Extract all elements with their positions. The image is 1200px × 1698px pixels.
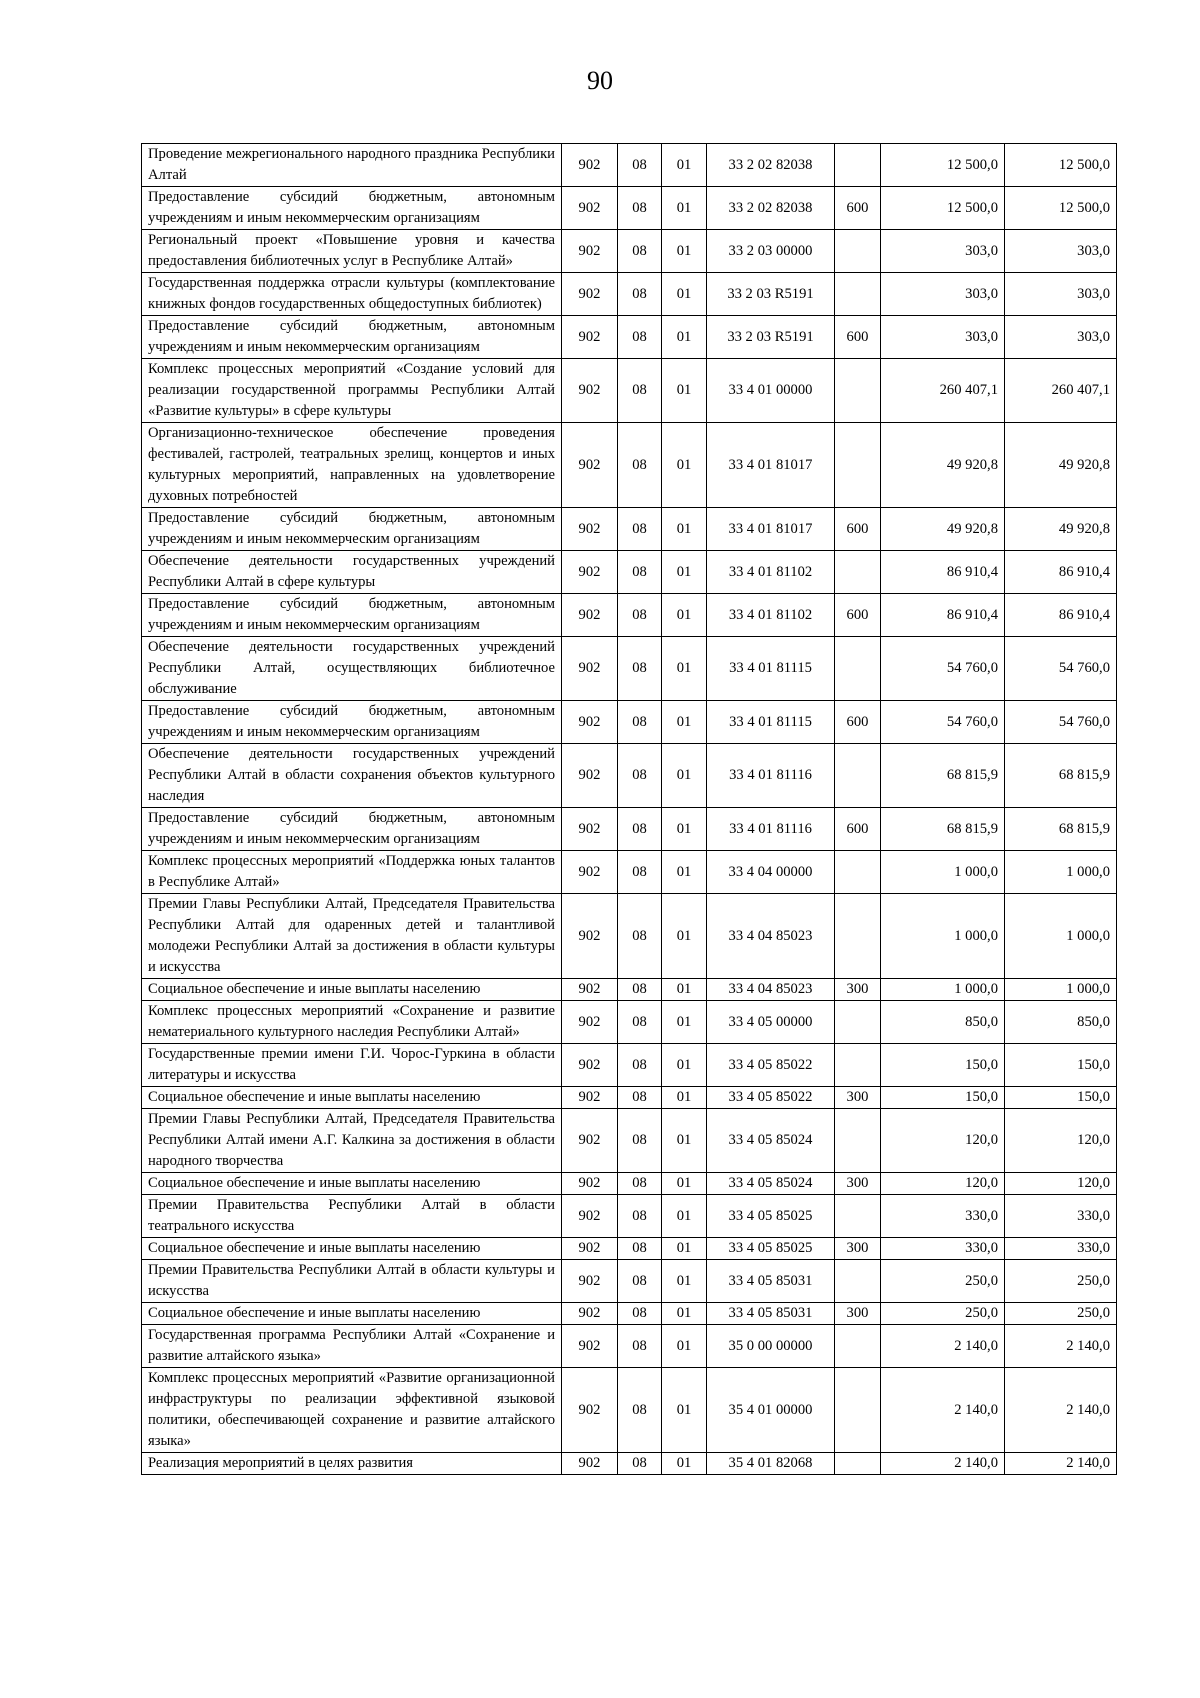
row-ministry-cell: 902 <box>562 423 618 508</box>
row-subsection-cell: 01 <box>662 144 707 187</box>
row-ministry-cell: 902 <box>562 1303 618 1325</box>
row-subsection-cell: 01 <box>662 1368 707 1453</box>
row-subsection-cell: 01 <box>662 701 707 744</box>
row-sum-first-cell: 1 000,0 <box>881 851 1005 894</box>
row-sum-second-cell: 250,0 <box>1005 1260 1117 1303</box>
row-section-cell: 08 <box>618 851 662 894</box>
row-subsection-cell: 01 <box>662 1303 707 1325</box>
row-section-cell: 08 <box>618 551 662 594</box>
table-row <box>142 423 1117 508</box>
row-sum-second-cell: 260 407,1 <box>1005 359 1117 423</box>
table-row <box>142 1001 1117 1044</box>
table-row <box>142 1325 1117 1368</box>
row-subsection-cell: 01 <box>662 273 707 316</box>
row-sum-first-cell: 150,0 <box>881 1044 1005 1087</box>
row-sum-first-cell: 850,0 <box>881 1001 1005 1044</box>
row-expense-type-cell: 600 <box>835 808 881 851</box>
row-sum-second-cell: 303,0 <box>1005 316 1117 359</box>
row-subsection-cell: 01 <box>662 894 707 979</box>
row-ministry-cell: 902 <box>562 1087 618 1109</box>
row-sum-first-cell: 2 140,0 <box>881 1325 1005 1368</box>
table-row <box>142 1173 1117 1195</box>
table-row <box>142 637 1117 701</box>
row-subsection-cell: 01 <box>662 1260 707 1303</box>
row-sum-second-cell: 1 000,0 <box>1005 894 1117 979</box>
row-section-cell: 08 <box>618 273 662 316</box>
table-body <box>142 144 1117 1475</box>
row-ministry-cell: 902 <box>562 851 618 894</box>
row-section-cell: 08 <box>618 1368 662 1453</box>
row-name-cell: Комплекс процессных мероприятий «Развитие организационной инфраструктуры по реализации эффективной языковой политики, обеспечивающей сохранение и развитие алтайского языка» <box>142 1368 562 1453</box>
row-ministry-cell: 902 <box>562 273 618 316</box>
row-ministry-cell: 902 <box>562 1368 618 1453</box>
row-section-cell: 08 <box>618 423 662 508</box>
row-target-code-cell: 33 4 01 81017 <box>707 423 835 508</box>
row-ministry-cell: 902 <box>562 894 618 979</box>
row-sum-first-cell: 49 920,8 <box>881 508 1005 551</box>
table-row <box>142 1368 1117 1453</box>
row-sum-first-cell: 250,0 <box>881 1303 1005 1325</box>
row-subsection-cell: 01 <box>662 594 707 637</box>
table-row <box>142 851 1117 894</box>
row-ministry-cell: 902 <box>562 744 618 808</box>
row-sum-second-cell: 54 760,0 <box>1005 637 1117 701</box>
row-target-code-cell: 33 4 01 81116 <box>707 744 835 808</box>
row-sum-first-cell: 68 815,9 <box>881 808 1005 851</box>
row-expense-type-cell: 300 <box>835 1087 881 1109</box>
row-sum-second-cell: 1 000,0 <box>1005 979 1117 1001</box>
budget-table <box>141 143 1117 1475</box>
row-ministry-cell: 902 <box>562 808 618 851</box>
row-name-cell: Государственная поддержка отрасли культуры (комплектование книжных фондов государственных общедоступных библиотек) <box>142 273 562 316</box>
row-name-cell: Предоставление субсидий бюджетным, автономным учреждениям и иным некоммерческим организациям <box>142 808 562 851</box>
table-row <box>142 230 1117 273</box>
row-subsection-cell: 01 <box>662 1087 707 1109</box>
row-target-code-cell: 33 4 05 85024 <box>707 1109 835 1173</box>
row-sum-second-cell: 1 000,0 <box>1005 851 1117 894</box>
row-section-cell: 08 <box>618 1173 662 1195</box>
row-name-cell: Региональный проект «Повышение уровня и качества предоставления библиотечных услуг в Республике Алтай» <box>142 230 562 273</box>
row-expense-type-cell <box>835 273 881 316</box>
row-target-code-cell: 33 4 01 00000 <box>707 359 835 423</box>
row-target-code-cell: 33 2 02 82038 <box>707 187 835 230</box>
row-ministry-cell: 902 <box>562 187 618 230</box>
row-target-code-cell: 33 4 04 85023 <box>707 894 835 979</box>
table-row <box>142 594 1117 637</box>
row-sum-second-cell: 49 920,8 <box>1005 508 1117 551</box>
row-name-cell: Социальное обеспечение и иные выплаты населению <box>142 1173 562 1195</box>
row-sum-first-cell: 260 407,1 <box>881 359 1005 423</box>
row-name-cell: Комплекс процессных мероприятий «Создание условий для реализации государственной программы Республики Алтай «Развитие культуры» в сфере культуры <box>142 359 562 423</box>
row-ministry-cell: 902 <box>562 1453 618 1475</box>
row-subsection-cell: 01 <box>662 316 707 359</box>
table-row <box>142 701 1117 744</box>
row-subsection-cell: 01 <box>662 551 707 594</box>
row-section-cell: 08 <box>618 1195 662 1238</box>
row-target-code-cell: 33 4 05 85025 <box>707 1195 835 1238</box>
row-section-cell: 08 <box>618 1453 662 1475</box>
row-target-code-cell: 33 4 04 00000 <box>707 851 835 894</box>
row-sum-second-cell: 330,0 <box>1005 1238 1117 1260</box>
row-ministry-cell: 902 <box>562 359 618 423</box>
row-target-code-cell: 33 4 05 85025 <box>707 1238 835 1260</box>
row-section-cell: 08 <box>618 1001 662 1044</box>
row-expense-type-cell <box>835 359 881 423</box>
row-subsection-cell: 01 <box>662 230 707 273</box>
row-expense-type-cell <box>835 851 881 894</box>
row-expense-type-cell <box>835 423 881 508</box>
row-target-code-cell: 33 4 05 85022 <box>707 1087 835 1109</box>
row-target-code-cell: 33 4 01 81115 <box>707 637 835 701</box>
row-target-code-cell: 35 4 01 82068 <box>707 1453 835 1475</box>
row-section-cell: 08 <box>618 1325 662 1368</box>
table-row <box>142 1087 1117 1109</box>
row-name-cell: Премии Правительства Республики Алтай в области театрального искусства <box>142 1195 562 1238</box>
row-section-cell: 08 <box>618 1087 662 1109</box>
row-sum-second-cell: 303,0 <box>1005 273 1117 316</box>
row-name-cell: Организационно-техническое обеспечение проведения фестивалей, гастролей, театральных зрелищ, концертов и иных культурных мероприятий, направленных на удовлетворение духовных потребностей <box>142 423 562 508</box>
row-target-code-cell: 33 2 03 00000 <box>707 230 835 273</box>
row-ministry-cell: 902 <box>562 1325 618 1368</box>
row-sum-first-cell: 120,0 <box>881 1173 1005 1195</box>
row-expense-type-cell <box>835 637 881 701</box>
row-sum-first-cell: 12 500,0 <box>881 187 1005 230</box>
row-sum-second-cell: 86 910,4 <box>1005 594 1117 637</box>
row-target-code-cell: 33 4 01 81102 <box>707 551 835 594</box>
row-name-cell: Предоставление субсидий бюджетным, автономным учреждениям и иным некоммерческим организациям <box>142 187 562 230</box>
row-subsection-cell: 01 <box>662 1195 707 1238</box>
row-section-cell: 08 <box>618 144 662 187</box>
row-target-code-cell: 33 2 03 R5191 <box>707 273 835 316</box>
row-expense-type-cell <box>835 744 881 808</box>
row-name-cell: Предоставление субсидий бюджетным, автономным учреждениям и иным некоммерческим организациям <box>142 508 562 551</box>
row-sum-first-cell: 2 140,0 <box>881 1453 1005 1475</box>
row-section-cell: 08 <box>618 894 662 979</box>
row-name-cell: Комплекс процессных мероприятий «Поддержка юных талантов в Республике Алтай» <box>142 851 562 894</box>
row-ministry-cell: 902 <box>562 594 618 637</box>
row-target-code-cell: 33 4 05 00000 <box>707 1001 835 1044</box>
row-expense-type-cell <box>835 1260 881 1303</box>
row-sum-first-cell: 12 500,0 <box>881 144 1005 187</box>
row-expense-type-cell <box>835 230 881 273</box>
row-subsection-cell: 01 <box>662 851 707 894</box>
row-subsection-cell: 01 <box>662 1109 707 1173</box>
row-subsection-cell: 01 <box>662 508 707 551</box>
row-sum-first-cell: 303,0 <box>881 316 1005 359</box>
row-name-cell: Предоставление субсидий бюджетным, автономным учреждениям и иным некоммерческим организациям <box>142 594 562 637</box>
row-subsection-cell: 01 <box>662 1453 707 1475</box>
row-section-cell: 08 <box>618 701 662 744</box>
row-ministry-cell: 902 <box>562 1238 618 1260</box>
row-sum-second-cell: 12 500,0 <box>1005 144 1117 187</box>
table-row <box>142 551 1117 594</box>
row-subsection-cell: 01 <box>662 1001 707 1044</box>
table-row <box>142 979 1117 1001</box>
row-subsection-cell: 01 <box>662 1173 707 1195</box>
row-expense-type-cell <box>835 894 881 979</box>
row-ministry-cell: 902 <box>562 1109 618 1173</box>
row-ministry-cell: 902 <box>562 230 618 273</box>
row-ministry-cell: 902 <box>562 701 618 744</box>
row-sum-first-cell: 49 920,8 <box>881 423 1005 508</box>
row-sum-first-cell: 150,0 <box>881 1087 1005 1109</box>
row-name-cell: Обеспечение деятельности государственных учреждений Республики Алтай в области сохранения объектов культурного наследия <box>142 744 562 808</box>
row-name-cell: Предоставление субсидий бюджетным, автономным учреждениям и иным некоммерческим организациям <box>142 316 562 359</box>
row-section-cell: 08 <box>618 979 662 1001</box>
row-subsection-cell: 01 <box>662 979 707 1001</box>
row-sum-first-cell: 303,0 <box>881 230 1005 273</box>
row-section-cell: 08 <box>618 1109 662 1173</box>
row-expense-type-cell <box>835 1195 881 1238</box>
row-sum-second-cell: 150,0 <box>1005 1087 1117 1109</box>
table-row <box>142 187 1117 230</box>
row-target-code-cell: 33 4 05 85022 <box>707 1044 835 1087</box>
table-row <box>142 316 1117 359</box>
row-subsection-cell: 01 <box>662 744 707 808</box>
row-section-cell: 08 <box>618 594 662 637</box>
row-subsection-cell: 01 <box>662 359 707 423</box>
row-expense-type-cell: 600 <box>835 594 881 637</box>
row-section-cell: 08 <box>618 1260 662 1303</box>
row-section-cell: 08 <box>618 359 662 423</box>
row-sum-first-cell: 86 910,4 <box>881 594 1005 637</box>
row-ministry-cell: 902 <box>562 637 618 701</box>
row-subsection-cell: 01 <box>662 1325 707 1368</box>
row-sum-second-cell: 850,0 <box>1005 1001 1117 1044</box>
table-row <box>142 144 1117 187</box>
row-expense-type-cell: 300 <box>835 1173 881 1195</box>
row-name-cell: Премии Главы Республики Алтай, Председателя Правительства Республики Алтай для одаренных детей и талантливой молодежи Республики Алтай за достижения в области культуры и искусства <box>142 894 562 979</box>
row-name-cell: Премии Правительства Республики Алтай в области культуры и искусства <box>142 1260 562 1303</box>
row-ministry-cell: 902 <box>562 316 618 359</box>
row-name-cell: Предоставление субсидий бюджетным, автономным учреждениям и иным некоммерческим организациям <box>142 701 562 744</box>
row-sum-first-cell: 330,0 <box>881 1238 1005 1260</box>
row-target-code-cell: 33 4 05 85031 <box>707 1303 835 1325</box>
row-target-code-cell: 33 4 01 81017 <box>707 508 835 551</box>
row-sum-second-cell: 250,0 <box>1005 1303 1117 1325</box>
row-target-code-cell: 33 4 05 85031 <box>707 1260 835 1303</box>
row-name-cell: Государственные премии имени Г.И. Чорос-Гуркина в области литературы и искусства <box>142 1044 562 1087</box>
row-sum-second-cell: 303,0 <box>1005 230 1117 273</box>
row-sum-second-cell: 2 140,0 <box>1005 1325 1117 1368</box>
row-section-cell: 08 <box>618 230 662 273</box>
row-expense-type-cell: 600 <box>835 316 881 359</box>
row-subsection-cell: 01 <box>662 1044 707 1087</box>
table-row <box>142 1195 1117 1238</box>
row-expense-type-cell <box>835 551 881 594</box>
row-sum-first-cell: 1 000,0 <box>881 979 1005 1001</box>
row-sum-first-cell: 68 815,9 <box>881 744 1005 808</box>
row-name-cell: Проведение межрегионального народного праздника Республики Алтай <box>142 144 562 187</box>
row-sum-first-cell: 86 910,4 <box>881 551 1005 594</box>
row-subsection-cell: 01 <box>662 808 707 851</box>
table-row <box>142 894 1117 979</box>
table-row <box>142 808 1117 851</box>
row-sum-second-cell: 49 920,8 <box>1005 423 1117 508</box>
row-target-code-cell: 33 4 05 85024 <box>707 1173 835 1195</box>
row-section-cell: 08 <box>618 637 662 701</box>
row-ministry-cell: 902 <box>562 1195 618 1238</box>
row-sum-second-cell: 330,0 <box>1005 1195 1117 1238</box>
row-name-cell: Премии Главы Республики Алтай, Председателя Правительства Республики Алтай имени А.Г. Калкина за достижения в области народного творчества <box>142 1109 562 1173</box>
row-expense-type-cell <box>835 1368 881 1453</box>
row-expense-type-cell: 300 <box>835 979 881 1001</box>
table-row <box>142 1260 1117 1303</box>
page-number: 90 <box>587 66 613 95</box>
row-expense-type-cell <box>835 1001 881 1044</box>
table-row <box>142 1303 1117 1325</box>
row-name-cell: Социальное обеспечение и иные выплаты населению <box>142 1303 562 1325</box>
row-sum-second-cell: 68 815,9 <box>1005 808 1117 851</box>
row-section-cell: 08 <box>618 1303 662 1325</box>
row-sum-first-cell: 250,0 <box>881 1260 1005 1303</box>
row-sum-second-cell: 2 140,0 <box>1005 1368 1117 1453</box>
row-section-cell: 08 <box>618 1238 662 1260</box>
row-sum-second-cell: 86 910,4 <box>1005 551 1117 594</box>
row-subsection-cell: 01 <box>662 423 707 508</box>
row-expense-type-cell: 300 <box>835 1303 881 1325</box>
row-ministry-cell: 902 <box>562 979 618 1001</box>
row-sum-first-cell: 54 760,0 <box>881 701 1005 744</box>
table-row <box>142 359 1117 423</box>
row-name-cell: Социальное обеспечение и иные выплаты населению <box>142 1238 562 1260</box>
row-expense-type-cell <box>835 1109 881 1173</box>
row-ministry-cell: 902 <box>562 1044 618 1087</box>
row-target-code-cell: 35 4 01 00000 <box>707 1368 835 1453</box>
row-sum-second-cell: 2 140,0 <box>1005 1453 1117 1475</box>
row-ministry-cell: 902 <box>562 144 618 187</box>
row-section-cell: 08 <box>618 808 662 851</box>
row-name-cell: Обеспечение деятельности государственных учреждений Республики Алтай в сфере культуры <box>142 551 562 594</box>
row-subsection-cell: 01 <box>662 637 707 701</box>
row-sum-first-cell: 303,0 <box>881 273 1005 316</box>
row-section-cell: 08 <box>618 187 662 230</box>
row-expense-type-cell: 300 <box>835 1238 881 1260</box>
row-name-cell: Социальное обеспечение и иные выплаты населению <box>142 979 562 1001</box>
row-ministry-cell: 902 <box>562 1260 618 1303</box>
row-expense-type-cell <box>835 1453 881 1475</box>
row-sum-second-cell: 12 500,0 <box>1005 187 1117 230</box>
row-section-cell: 08 <box>618 1044 662 1087</box>
row-target-code-cell: 33 4 04 85023 <box>707 979 835 1001</box>
row-ministry-cell: 902 <box>562 551 618 594</box>
row-sum-first-cell: 120,0 <box>881 1109 1005 1173</box>
table-row <box>142 1109 1117 1173</box>
row-sum-second-cell: 120,0 <box>1005 1109 1117 1173</box>
row-sum-second-cell: 54 760,0 <box>1005 701 1117 744</box>
row-sum-first-cell: 1 000,0 <box>881 894 1005 979</box>
row-name-cell: Обеспечение деятельности государственных учреждений Республики Алтай, осуществляющих библиотечное обслуживание <box>142 637 562 701</box>
table-row <box>142 508 1117 551</box>
row-ministry-cell: 902 <box>562 508 618 551</box>
row-sum-second-cell: 150,0 <box>1005 1044 1117 1087</box>
row-expense-type-cell <box>835 144 881 187</box>
table-row <box>142 1453 1117 1475</box>
row-name-cell: Реализация мероприятий в целях развития <box>142 1453 562 1475</box>
row-expense-type-cell <box>835 1325 881 1368</box>
row-expense-type-cell: 600 <box>835 701 881 744</box>
row-sum-second-cell: 68 815,9 <box>1005 744 1117 808</box>
row-name-cell: Комплекс процессных мероприятий «Сохранение и развитие нематериального культурного наследия Республики Алтай» <box>142 1001 562 1044</box>
row-target-code-cell: 33 4 01 81116 <box>707 808 835 851</box>
table-row <box>142 1044 1117 1087</box>
row-target-code-cell: 33 4 01 81115 <box>707 701 835 744</box>
row-section-cell: 08 <box>618 316 662 359</box>
row-target-code-cell: 33 4 01 81102 <box>707 594 835 637</box>
row-expense-type-cell <box>835 1044 881 1087</box>
table-row <box>142 273 1117 316</box>
table-row <box>142 1238 1117 1260</box>
row-sum-first-cell: 330,0 <box>881 1195 1005 1238</box>
row-target-code-cell: 33 2 02 82038 <box>707 144 835 187</box>
row-subsection-cell: 01 <box>662 1238 707 1260</box>
row-name-cell: Социальное обеспечение и иные выплаты населению <box>142 1087 562 1109</box>
row-target-code-cell: 33 2 03 R5191 <box>707 316 835 359</box>
row-sum-first-cell: 2 140,0 <box>881 1368 1005 1453</box>
row-section-cell: 08 <box>618 508 662 551</box>
row-section-cell: 08 <box>618 744 662 808</box>
row-sum-first-cell: 54 760,0 <box>881 637 1005 701</box>
row-ministry-cell: 902 <box>562 1001 618 1044</box>
row-ministry-cell: 902 <box>562 1173 618 1195</box>
row-expense-type-cell: 600 <box>835 187 881 230</box>
row-sum-second-cell: 120,0 <box>1005 1173 1117 1195</box>
row-subsection-cell: 01 <box>662 187 707 230</box>
row-name-cell: Государственная программа Республики Алтай «Сохранение и развитие алтайского языка» <box>142 1325 562 1368</box>
row-target-code-cell: 35 0 00 00000 <box>707 1325 835 1368</box>
table-row <box>142 744 1117 808</box>
row-expense-type-cell: 600 <box>835 508 881 551</box>
